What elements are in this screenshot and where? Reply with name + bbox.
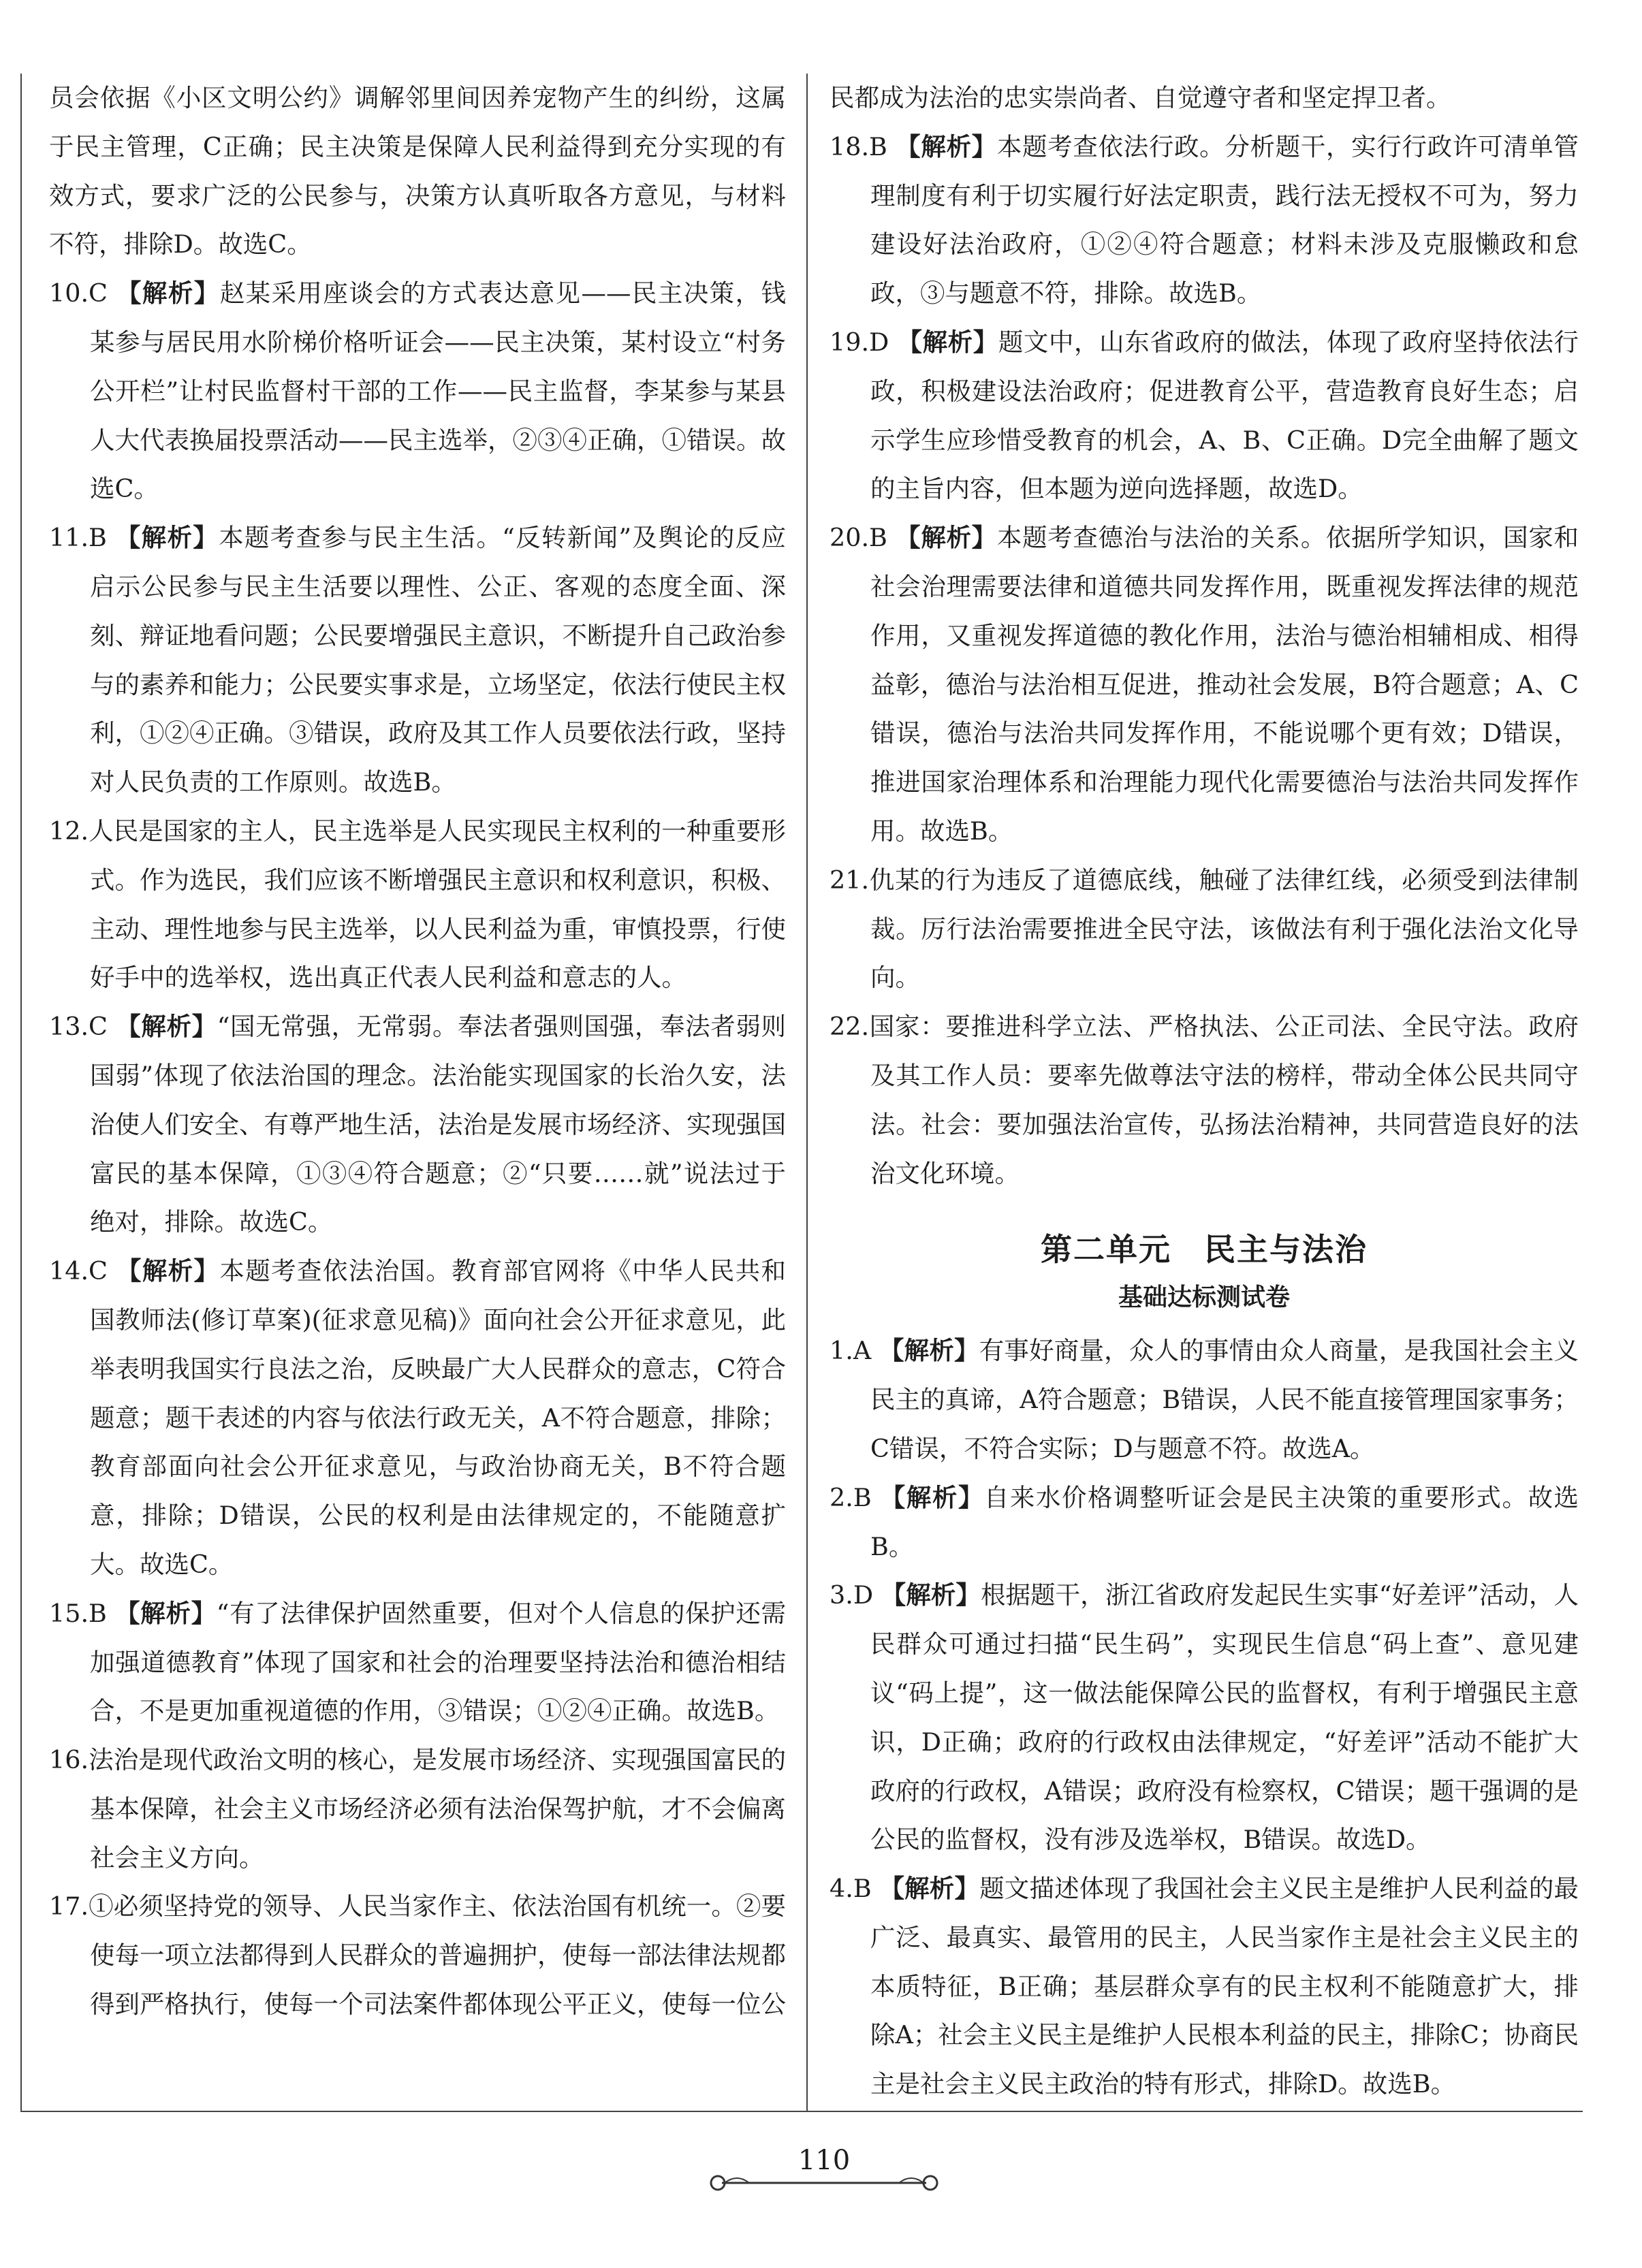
answer-item [830,1473,1579,1571]
answer-item [49,1736,786,1882]
answer-number: 18.B [830,131,887,161]
answer-item [830,1326,1579,1473]
answer-text: 人民是国家的主人，民主选举是人民实现民主权利的一种重要形式。作为选民，我们应该不断增强民主意识和权利意识，积极、主动、理性地参与民主选举，以人民利益为重，审慎投票，行使好手中的选举权，选出真正代表人民利益和意志的人。 [89,816,786,993]
answer-text: 题文中，山东省政府的做法，体现了政府坚持依法行政，积极建设法治政府；促进教育公平，营造教育良好生态；启示学生应珍惜受教育的机会，A、B、C正确。D完全曲解了题文的主旨内容，但本题为逆向选择题，故选D。 [870,327,1579,504]
answer-number: 3.D [830,1580,874,1610]
analysis-tag: 【解析】 [115,523,219,553]
page-footer [695,2145,953,2206]
left-margin-rule [20,74,22,2111]
unit-title-name: 民主与法治 [1204,1231,1368,1268]
analysis-tag: 【解析】 [879,1874,980,1904]
answer-text: 有事好商量，众人的事情由众人商量，是我国社会主义民主的真谛，A符合题意；B错误，人民不能直接管理国家事务；C错误，不符合实际；D与题意不符。故选A。 [870,1336,1579,1463]
answer-item [830,513,1579,856]
answer-text: 自来水价格调整听证会是民主决策的重要形式。故选B。 [870,1482,1579,1561]
analysis-tag: 【解析】 [879,1336,979,1366]
answer-item [830,856,1579,1002]
unit-title-number: 第二单元 [1041,1231,1171,1268]
answer-text: 题文描述体现了我国社会主义民主是维护人民利益的最广泛、最真实、最管用的民主，人民当家作主是社会主义民主的本质特征，B正确；基层群众享有的民主权利不能随意扩大，排除A；社会主义民主是维护人民根本利益的民主，排除C；协商民主是社会主义民主政治的特有形式，排除D。故选B。 [870,1874,1579,2099]
answer-number: 20.B [830,523,887,553]
answer-number: 15.B [49,1598,107,1628]
analysis-tag: 【解析】 [897,327,998,357]
page-number: 110 [798,2145,851,2176]
answer-number: 17. [49,1891,89,1921]
answer-text: “有了法律保护固然重要，但对个人信息的保护还需加强道德教育”体现了国家和社会的治理要坚持法治和德治相结合，不是更加重视道德的作用，③错误；①②④正确。故选B。 [90,1598,786,1726]
answer-text: 民都成为法治的忠实崇尚者、自觉遵守者和坚定捍卫者。 [830,83,1451,112]
answer-text: 赵某采用座谈会的方式表达意见——民主决策，钱某参与居民用水阶梯价格听证会——民主决策，某村设立“村务公开栏”让村民监督村干部的工作——民主监督，李某参与某县人大代表换届投票活动——民主选举，②③④正确，①错误。故选C。 [90,278,786,504]
analysis-tag: 【解析】 [896,131,997,161]
answer-text: 员会依据《小区文明公约》调解邻里间因养宠物产生的纠纷，这属于民主管理，C正确；民主决策是保障人民利益得到充分实现的有效方式，要求广泛的公民参与，决策方认真听取各方意见，与材料不符，排除D。故选C。 [49,83,786,259]
answer-text: 根据题干，浙江省政府发起民生实事“好差评”活动，人民群众可通过扫描“民生码”，实现民生信息“码上查”、意见建议“码上提”，这一做法能保障公民的监督权，有利于增强民主意识，D正确；政府的行政权由法律规定，“好差评”活动不能扩大政府的行政权，A错误；政府没有检察权，C错误；题干强调的是公民的监督权，没有涉及选举权，B错误。故选D。 [870,1580,1579,1855]
answer-number: 12. [49,816,89,846]
analysis-tag: 【解析】 [116,278,220,308]
answer-number: 11.B [49,523,107,553]
answer-text: 法治是现代政治文明的核心，是发展市场经济、实现强国富民的基本保障，社会主义市场经济必须有法治保驾护航，才不会偏离社会主义方向。 [89,1745,786,1872]
answer-item [49,513,786,807]
answer-text: 本题考查依法行政。分析题干，实行行政许可清单管理制度有利于切实履行好法定职责，践行法无授权不可为，努力建设好法治政府，①②④符合题意；材料未涉及克服懒政和怠政，③与题意不符，排除。故选B。 [870,131,1579,308]
analysis-tag: 【解析】 [881,1580,981,1610]
answer-item [49,1882,786,2028]
answer-number: 1.A [830,1336,872,1366]
continued-text [49,74,786,269]
right-column-answers [830,74,1579,1198]
answer-item [830,1864,1579,2109]
answer-item [830,318,1579,513]
answer-item [49,1002,786,1247]
answer-number: 10.C [49,278,108,308]
answer-text: 本题考查参与民主生活。“反转新闻”及舆论的反应启示公民参与民主生活要以理性、公正、客观的态度全面、深刻、辩证地看问题；公民要增强民主意识，不断提升自己政治参与的素养和能力；公民要实事求是，立场坚定，依法行使民主权利，①②④正确。③错误，政府及其工作人员要依法行政，坚持对人民负责的工作原则。故选B。 [90,523,786,797]
answer-number: 16. [49,1745,89,1775]
answer-number: 4.B [830,1874,872,1904]
analysis-tag: 【解析】 [116,1256,220,1286]
analysis-tag: 【解析】 [116,1012,217,1042]
answer-item [49,269,786,513]
right-column-new-answers [830,1326,1579,2109]
left-column [49,74,786,2123]
answer-item [49,1247,786,1589]
answer-text: 本题考查德治与法治的关系。依据所学知识，国家和社会治理需要法律和道德共同发挥作用，既重视发挥法律的规范作用，又重视发挥道德的教化作用，法治与德治相辅相成、相得益彰，德治与法治相互促进，推动社会发展，B符合题意；A、C错误，德治与法治共同发挥作用，不能说哪个更有效；D错误，推进国家治理体系和治理能力现代化需要德治与法治共同发挥作用。故选B。 [870,523,1579,846]
answer-number: 19.D [830,327,889,357]
answer-item [830,123,1579,318]
column-divider-rule [806,74,808,2111]
right-column [830,74,1579,2123]
answer-number: 21. [830,865,870,895]
analysis-tag: 【解析】 [115,1598,217,1628]
test-subtitle: 基础达标测试卷 [1118,1283,1290,1312]
analysis-tag: 【解析】 [896,523,997,553]
analysis-tag: 【解析】 [880,1482,984,1512]
answer-number: 13.C [49,1012,108,1042]
answer-text: “国无常强，无常弱。奉法者强则国强，奉法者弱则国弱”体现了依法治国的理念。法治能实现国家的长治久安，法治使人们安全、有尊严地生活，法治是发展市场经济、实现强国富民的基本保障，①③④符合题意；②“只要……就”说法过于绝对，排除。故选C。 [90,1012,786,1237]
answer-number: 14.C [49,1256,108,1286]
answer-item [830,1002,1579,1198]
answer-number: 22. [830,1012,870,1042]
answer-text: 本题考查依法治国。教育部官网将《中华人民共和国教师法(修订草案)(征求意见稿)》面向社会公开征求意见，此举表明我国实行良法之治，反映最广大人民群众的意志，C符合题意；题干表述的内容与依法行政无关，A不符合题意，排除；教育部面向社会公开征求意见，与政治协商无关，B不符合题意，排除；D错误，公民的权利是由法律规定的，不能随意扩大。故选C。 [90,1256,786,1579]
answer-text: 仇某的行为违反了道德底线，触碰了法律红线，必须受到法律制裁。厉行法治需要推进全民守法，该做法有利于强化法治文化导向。 [869,865,1579,993]
answer-number: 2.B [830,1482,872,1512]
answer-text: ①必须坚持党的领导、人民当家作主、依法治国有机统一。②要使每一项立法都得到人民群众的普遍拥护，使每一部法律法规都得到严格执行，使每一个司法案件都体现公平正义，使每一位公 [89,1891,786,2019]
answer-item [49,807,786,1002]
continued-text [830,74,1579,123]
answer-item [49,1589,786,1736]
answer-text: 国家：要推进科学立法、严格执法、公正司法、全民守法。政府及其工作人员：要率先做尊法守法的榜样，带动全体公民共同守法。社会：要加强法治宣传，弘扬法治精神，共同营造良好的法治文化环境。 [869,1012,1579,1188]
answer-item [830,1571,1579,1864]
unit-title [830,1225,1579,1270]
